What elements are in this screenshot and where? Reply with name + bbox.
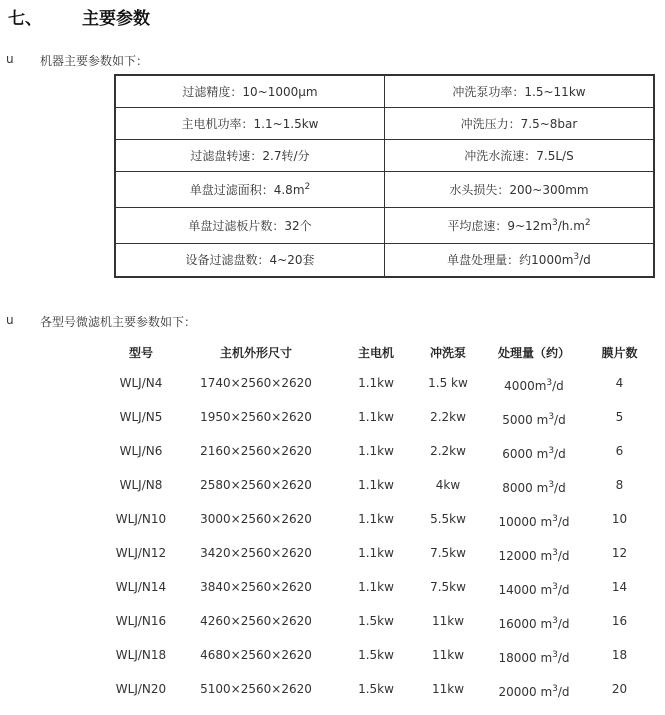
param-right-text: 单盘处理量：约1000m [447,253,574,268]
param-cell-right [385,75,655,107]
table-row [110,570,655,604]
cell-model: WLJ/N16 [115,614,167,628]
param-left-text: 过滤盘转速：2.7转/分 [190,148,310,163]
capacity-unit: /d [557,583,570,597]
table-row [110,434,655,468]
param-left-text: 单盘过滤板片数：32个 [188,218,312,233]
cell-capacity [484,502,584,536]
cell-motor: 1.1kw [358,512,394,526]
param-cell-right [385,107,655,139]
capacity-sup: 3 [552,616,558,626]
params-row [115,139,654,171]
capacity-value: 18000 m [498,651,553,665]
param-right-text: 平均虑速：9~12m [447,218,553,233]
cell-discs: 18 [611,648,628,662]
param-cell-left [115,171,385,207]
params-row [115,75,654,107]
cell-motor: 1.5kw [358,614,394,628]
model-params-intro-text: 各型号微滤机主要参数如下： [40,315,197,329]
param-right-text: 水头损失：200~300mm [449,182,589,197]
header-model: 型号 [128,345,153,360]
model-table-header [110,338,655,366]
cell-size: 4680×2560×2620 [200,648,312,662]
param-right-sup: 2 [584,217,591,228]
table-row [110,366,655,400]
cell-capacity [484,366,584,400]
capacity-sup: 3 [552,582,558,592]
cell-discs: 14 [611,580,628,594]
model-params-table [110,338,655,706]
param-cell-right [385,139,655,171]
param-cell-right [385,207,655,243]
capacity-value: 20000 m [498,685,553,699]
cell-pump: 11kw [431,648,465,662]
cell-model: WLJ/N20 [115,682,167,696]
cell-pump: 1.5 kw [428,376,468,390]
cell-pump: 2.2kw [430,444,466,458]
header-size: 主机外形尺寸 [219,345,292,360]
cell-motor: 1.1kw [358,376,394,390]
cell-discs: 5 [615,410,624,424]
capacity-unit: /d [557,651,570,665]
cell-size: 3420×2560×2620 [200,546,312,560]
cell-capacity [484,400,584,434]
section-title: 主要参数 [82,9,150,29]
cell-motor: 1.1kw [358,478,394,492]
param-cell-right [385,171,655,207]
param-left-text: 过滤精度：10~1000μm [182,84,318,99]
params-row [115,107,654,139]
capacity-unit: /d [557,617,570,631]
capacity-value: 14000 m [498,583,553,597]
table-row [110,638,655,672]
section-number: 七、 [8,9,42,29]
machine-params-table [114,74,655,278]
table-row [110,502,655,536]
param-left-text: 设备过滤盘数：4~20套 [185,253,315,268]
capacity-value: 5000 m [502,413,549,427]
cell-motor: 1.1kw [358,410,394,424]
param-cell-right [385,243,655,277]
capacity-unit: /d [557,515,570,529]
param-left-sup: 2 [304,181,311,192]
capacity-unit: /d [554,447,566,461]
capacity-sup: 3 [552,650,558,660]
cell-pump: 7.5kw [430,580,466,594]
param-right-text: 冲洗泵功率：1.5~11kw [452,84,586,99]
cell-model: WLJ/N5 [119,410,163,424]
capacity-unit: /d [554,413,566,427]
cell-pump: 4kw [435,478,461,492]
cell-model: WLJ/N4 [119,376,163,390]
param-cell-left [115,207,385,243]
cell-size: 5100×2560×2620 [200,682,312,696]
capacity-sup: 3 [548,480,555,490]
cell-capacity [484,638,584,672]
cell-model: WLJ/N8 [119,478,163,492]
cell-discs: 4 [615,376,624,390]
header-capacity: 处理量（约） [497,345,570,360]
cell-pump: 11kw [431,614,465,628]
capacity-sup: 3 [552,514,558,524]
cell-discs: 16 [611,614,628,628]
cell-model: WLJ/N6 [119,444,163,458]
machine-params-intro [0,52,665,70]
param-right-sup: 3 [573,252,580,263]
param-right-unit: /h.m [557,218,585,233]
cell-capacity [484,604,584,638]
capacity-sup: 3 [548,412,555,422]
param-cell-left [115,107,385,139]
cell-model: WLJ/N12 [115,546,167,560]
cell-motor: 1.1kw [358,444,394,458]
cell-size: 4260×2560×2620 [200,614,312,628]
capacity-sup: 3 [552,548,558,558]
cell-size: 1740×2560×2620 [200,376,312,390]
machine-params-intro-text: 机器主要参数如下： [40,54,149,68]
table-row [110,536,655,570]
table-row [110,604,655,638]
cell-model: WLJ/N14 [115,580,167,594]
cell-pump: 7.5kw [430,546,466,560]
cell-motor: 1.5kw [358,648,394,662]
cell-capacity [484,536,584,570]
cell-capacity [484,434,584,468]
table-row [110,468,655,502]
params-row [115,243,654,277]
param-cell-left [115,139,385,171]
param-right-text: 冲洗水流速：7.5L/S [464,148,574,163]
capacity-value: 6000 m [502,447,549,461]
model-params-intro [0,313,665,331]
table-row [110,672,655,706]
cell-capacity [484,672,584,706]
param-left-text: 主电机功率：1.1~1.5kw [181,116,319,131]
header-pump: 冲洗泵 [429,345,466,360]
cell-motor: 1.1kw [358,580,394,594]
cell-discs: 10 [611,512,628,526]
capacity-sup: 3 [546,378,553,388]
cell-discs: 8 [615,478,624,492]
capacity-value: 16000 m [498,617,553,631]
cell-size: 2580×2560×2620 [200,478,312,492]
cell-size: 2160×2560×2620 [200,444,312,458]
cell-capacity [484,570,584,604]
cell-motor: 1.1kw [358,546,394,560]
cell-pump: 11kw [431,682,465,696]
param-cell-left [115,243,385,277]
capacity-unit: /d [557,549,570,563]
param-right-text: 冲洗压力：7.5~8bar [460,116,578,131]
cell-model: WLJ/N18 [115,648,167,662]
params-row [115,207,654,243]
capacity-sup: 3 [552,684,558,694]
bullet-marker: u [6,52,14,66]
bullet-marker: u [6,313,14,327]
capacity-value: 12000 m [498,549,553,563]
capacity-unit: /d [557,685,570,699]
params-row [115,171,654,207]
cell-size: 1950×2560×2620 [200,410,312,424]
cell-size: 3000×2560×2620 [200,512,312,526]
param-cell-left [115,75,385,107]
param-left-text: 单盘过滤面积：4.8m [189,182,305,197]
cell-discs: 12 [611,546,628,560]
capacity-unit: /d [552,379,564,393]
cell-size: 3840×2560×2620 [200,580,312,594]
cell-pump: 2.2kw [430,410,466,424]
header-motor: 主电机 [357,345,394,360]
param-right-unit: /d [579,253,591,268]
capacity-unit: /d [554,481,566,495]
capacity-value: 4000m [504,379,547,393]
cell-model: WLJ/N10 [115,512,167,526]
table-row [110,400,655,434]
capacity-sup: 3 [548,446,555,456]
cell-capacity [484,468,584,502]
param-right-sup: 3 [552,217,558,228]
cell-motor: 1.5kw [358,682,394,696]
capacity-value: 10000 m [498,515,553,529]
cell-discs: 6 [615,444,624,458]
cell-pump: 5.5kw [430,512,466,526]
header-discs: 膜片数 [601,345,638,360]
cell-discs: 20 [611,682,628,696]
capacity-value: 8000 m [502,481,549,495]
